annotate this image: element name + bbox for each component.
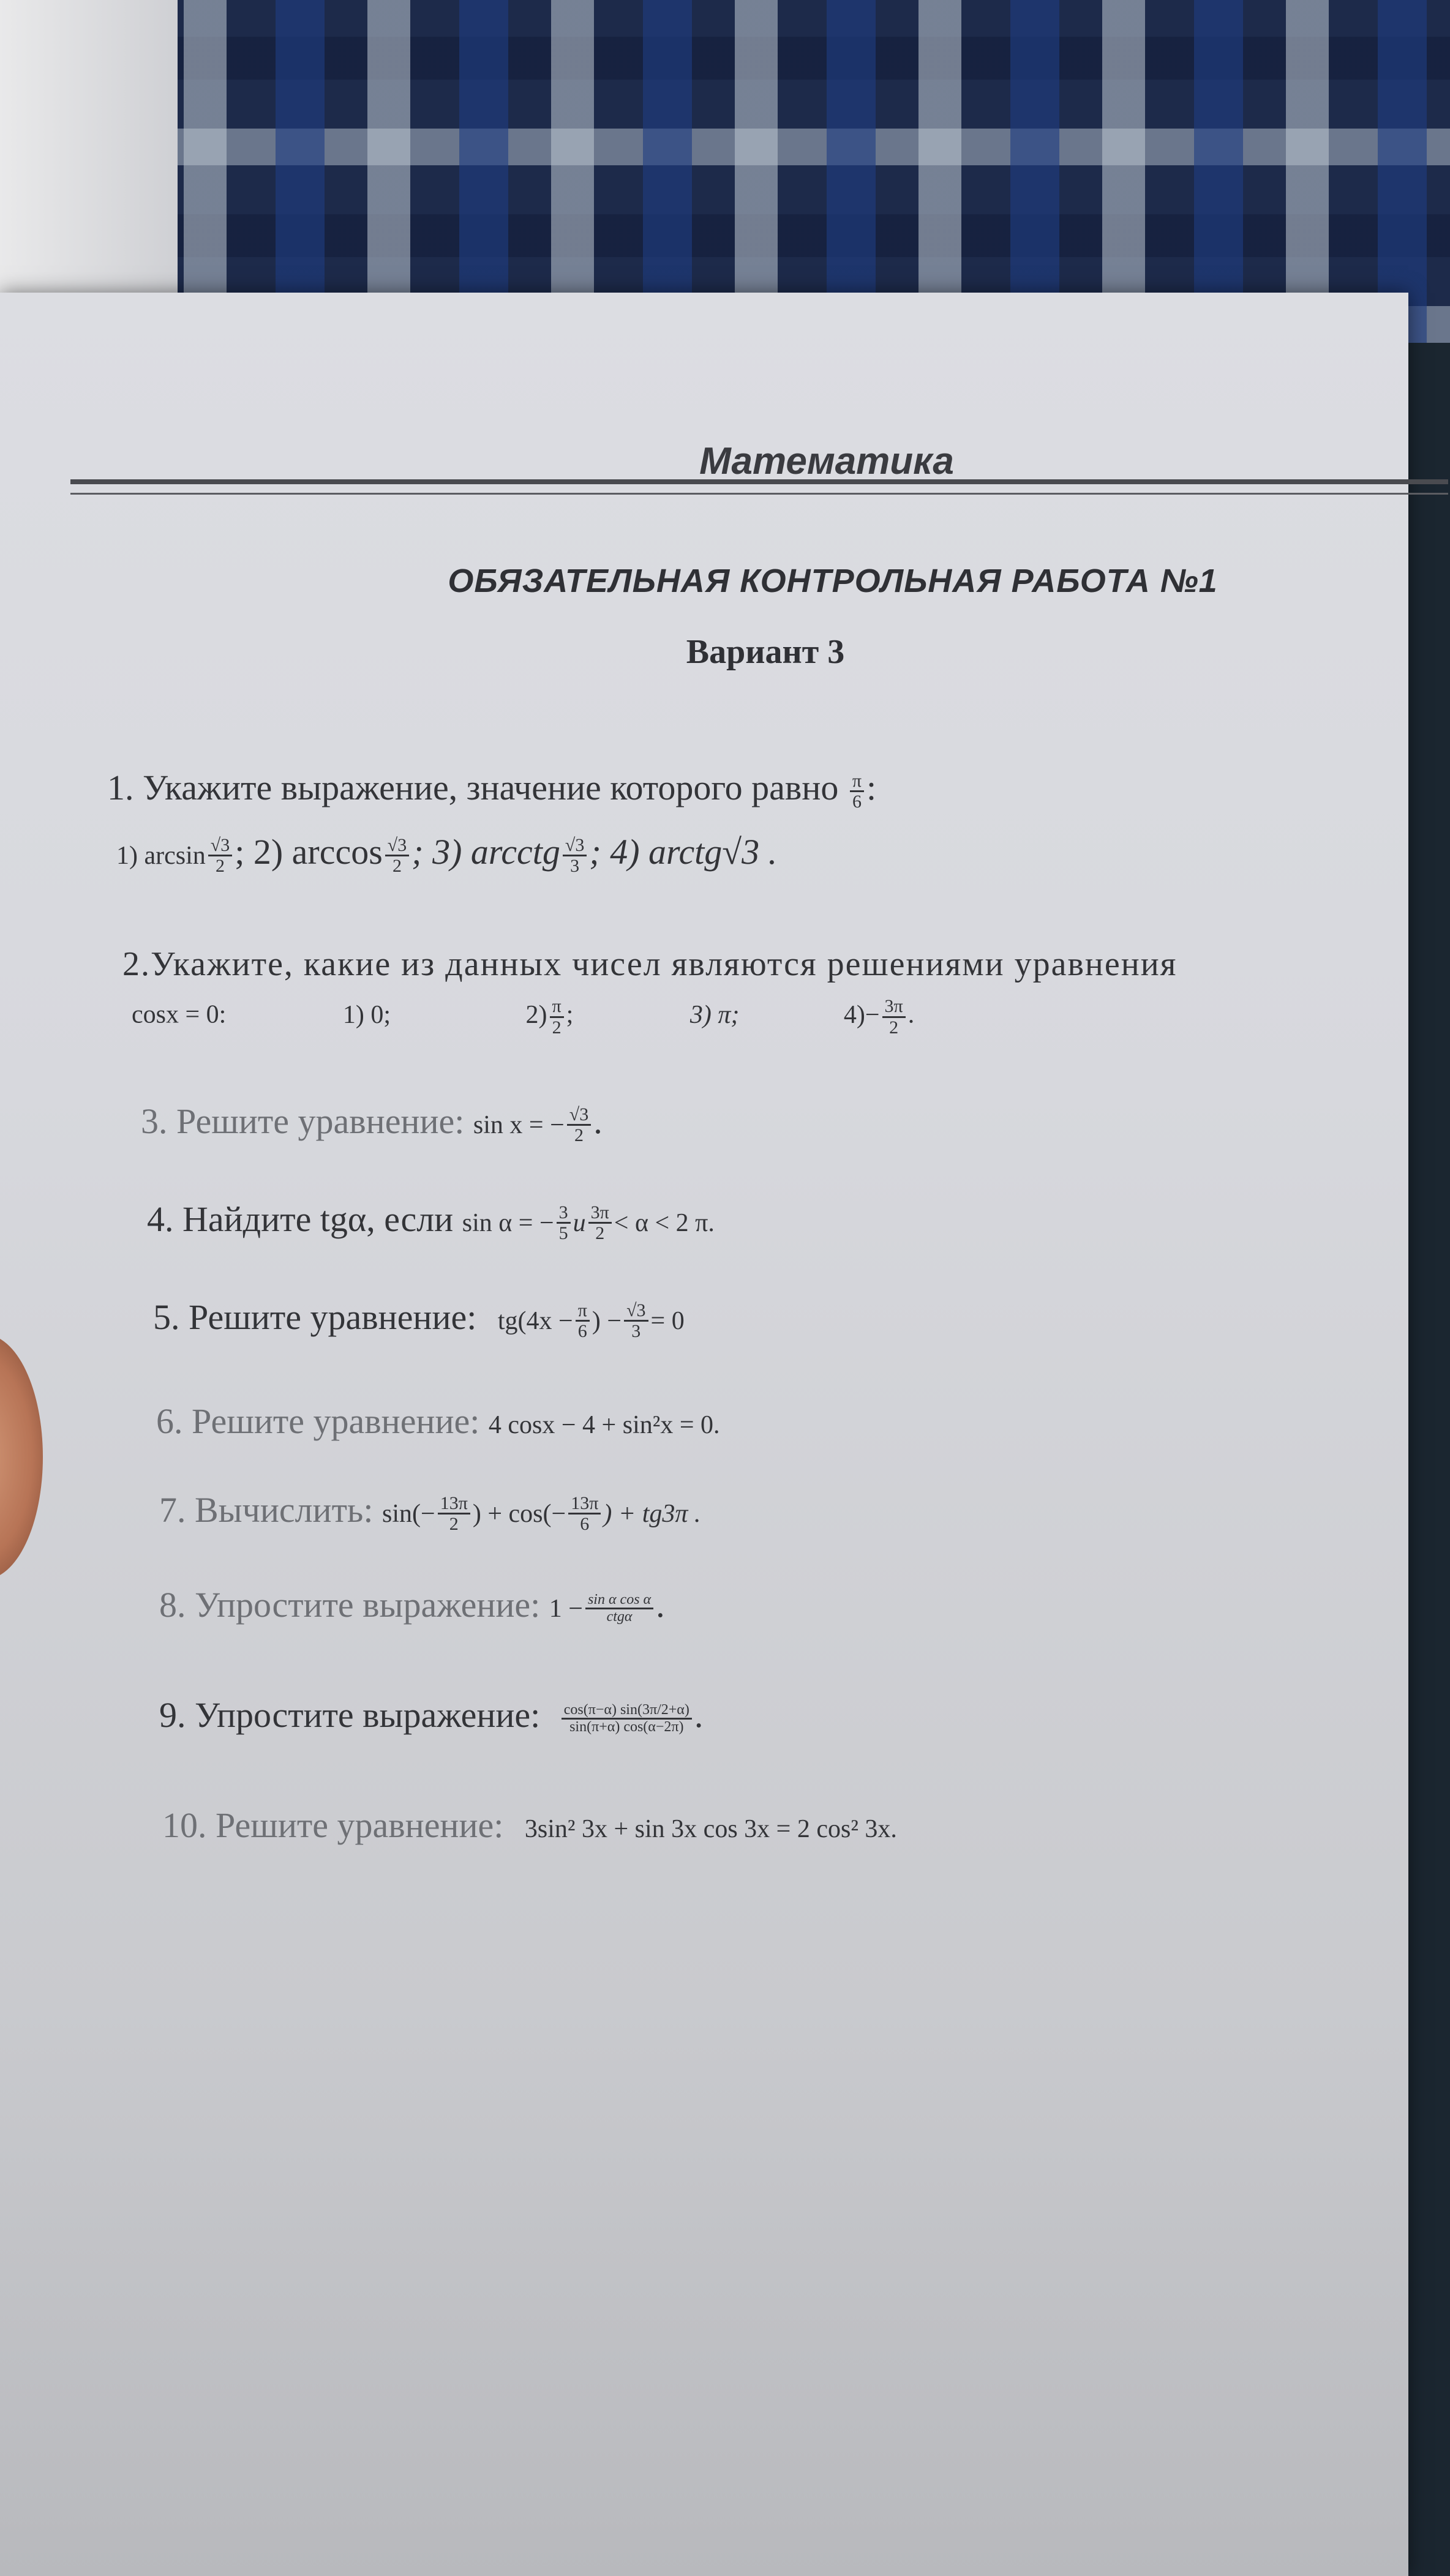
task-1-options: 1) arcsin $\frac{√3}{2}$ ; 2) arccos $\frac{√3}{2}$ ; 3) arcctg $\frac{√3}{3}$ ; 4) arctg√3 . <box>116 832 778 877</box>
work-title: ОБЯЗАТЕЛЬНАЯ КОНТРОЛЬНАЯ РАБОТА №1 <box>448 563 1218 599</box>
task-5: 5. Решите уравнение: tg(4x − $\frac{\pi}{6}$ ) − $\frac{√3}{3}$ = 0 <box>153 1297 685 1342</box>
task-7: 7. Вычислить: sin(− $\frac{13\pi}{2}$ ) + cos(− $\frac{13\pi}{6}$ ) + tg3π . <box>159 1490 701 1535</box>
task-10: 10. Решите уравнение: 3sin² 3x + sin 3x cos 3x = 2 cos² 3x. <box>162 1805 897 1845</box>
task-1-question: 1. Укажите выражение, значение которого равно $\frac{\pi}{6}$ : <box>107 768 877 812</box>
task-1-fraction: $\frac{\pi}{6}$ <box>850 771 864 812</box>
task-2-question: 2.Укажите, какие из данных чисел являются решениями уравнения <box>122 945 1178 983</box>
header-rule <box>70 479 1448 495</box>
task-6: 6. Решите уравнение: 4 cosx − 4 + sin²x = 0. <box>156 1401 720 1441</box>
task-9: 9. Упростите выражение: $\frac{\cos(\pi-\alpha) \sin(3\pi/2+\alpha)}{\sin(\pi+\alpha) \cos(\alpha-2\pi)}$ . <box>159 1695 704 1735</box>
task-2-options: cosx = 0: 1) 0; 2) $\frac{\pi}{2}$ ; 3) π; 4)− $\frac{3\pi}{2}$ . <box>132 996 915 1038</box>
variant-label: Вариант 3 <box>686 633 845 671</box>
task-3: 3. Решите уравнение: sin x = − $\frac{√3}{2}$ . <box>141 1101 603 1146</box>
background-shirt <box>0 0 1450 343</box>
task-4: 4. Найдите tgα, если sin α = − $\frac{3}{5}$ и $\frac{3\pi}{2}$ < α < 2 π. <box>147 1199 715 1244</box>
background-curtain <box>0 0 178 318</box>
worksheet-paper <box>0 293 1408 2576</box>
subject-header: Математика <box>699 440 954 482</box>
task-8: 8. Упростите выражение: 1 − $\frac{\text{sin α cos α}}{\text{ctgα}}$ . <box>159 1585 665 1625</box>
